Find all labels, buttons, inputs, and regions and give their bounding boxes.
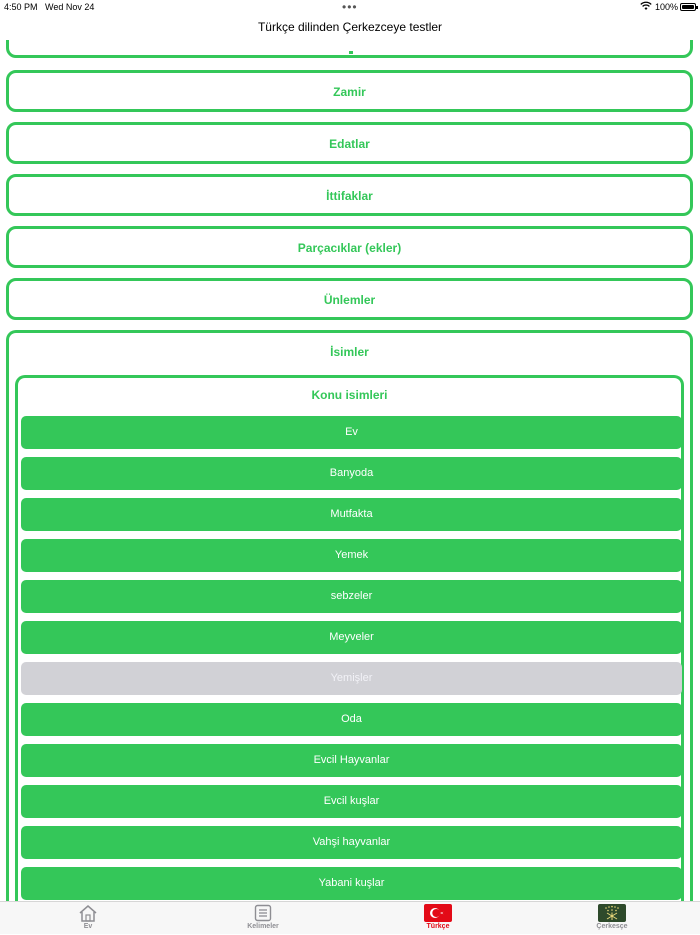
section-isimler[interactable] [6, 330, 693, 901]
topic-button-yemisler: Yemişler [21, 662, 682, 695]
topic-button-oda[interactable]: Oda [21, 703, 682, 736]
section-label: Edatlar [329, 137, 370, 151]
section-label: Ünlemler [323, 293, 376, 307]
section-zamir[interactable] [6, 70, 693, 112]
section-label: Zamir [333, 85, 366, 99]
topic-button-ev[interactable]: Ev [21, 416, 682, 449]
tab-label: Ev [83, 923, 93, 930]
list-icon [254, 904, 272, 922]
topic-button-sebzeler[interactable]: sebzeler [21, 580, 682, 613]
subsection-label: Konu isimleri [311, 388, 388, 402]
section-label: İsimler [330, 345, 369, 359]
section-edatlar[interactable] [6, 122, 693, 164]
section-label: Parçacıklar (ekler) [297, 241, 402, 255]
status-bar [0, 0, 700, 14]
page-title: Türkçe dilinden Çerkezceye testler [257, 20, 443, 34]
wifi-icon [640, 1, 652, 11]
tab-cerkesce[interactable] [562, 902, 662, 935]
status-time: 4:50 PM [4, 2, 38, 12]
tab-bar [0, 901, 700, 934]
section-cut-off[interactable] [6, 40, 693, 58]
topic-button-yabani-kuslar[interactable]: Yabani kuşlar [21, 867, 682, 900]
turkish-flag-icon [424, 904, 452, 922]
section-ittifaklar[interactable] [6, 174, 693, 216]
multitasking-dots-icon[interactable]: ••• [342, 0, 358, 14]
topic-button-yemek[interactable]: Yemek [21, 539, 682, 572]
tab-label: Türkçe [426, 923, 450, 930]
topic-button-mutfakta[interactable]: Mutfakta [21, 498, 682, 531]
battery-percent: 100% [655, 2, 679, 12]
topic-button-evcil-kuslar[interactable]: Evcil kuşlar [21, 785, 682, 818]
topic-button-vahsi-hayvanlar[interactable]: Vahşi hayvanlar [21, 826, 682, 859]
section-unlemler[interactable] [6, 278, 693, 320]
circassian-flag-icon [598, 904, 626, 922]
section-parcaciklar[interactable] [6, 226, 693, 268]
section-label: İttifaklar [326, 189, 373, 203]
topic-button-meyveler[interactable]: Meyveler [21, 621, 682, 654]
tab-label: Çerkesçe [596, 923, 628, 930]
tab-kelimeler[interactable] [213, 902, 313, 935]
topic-button-evcil-hayvanlar[interactable]: Evcil Hayvanlar [21, 744, 682, 777]
tab-ev[interactable] [38, 902, 138, 935]
tab-label: Kelimeler [247, 923, 279, 930]
tab-turkce[interactable] [388, 902, 488, 935]
subsection-konu-isimleri[interactable] [15, 375, 684, 901]
status-date: Wed Nov 24 [45, 2, 95, 12]
topic-button-banyoda[interactable]: Banyoda [21, 457, 682, 490]
scroll-content[interactable] [0, 40, 700, 901]
home-icon [78, 904, 98, 922]
battery-icon [680, 3, 696, 11]
